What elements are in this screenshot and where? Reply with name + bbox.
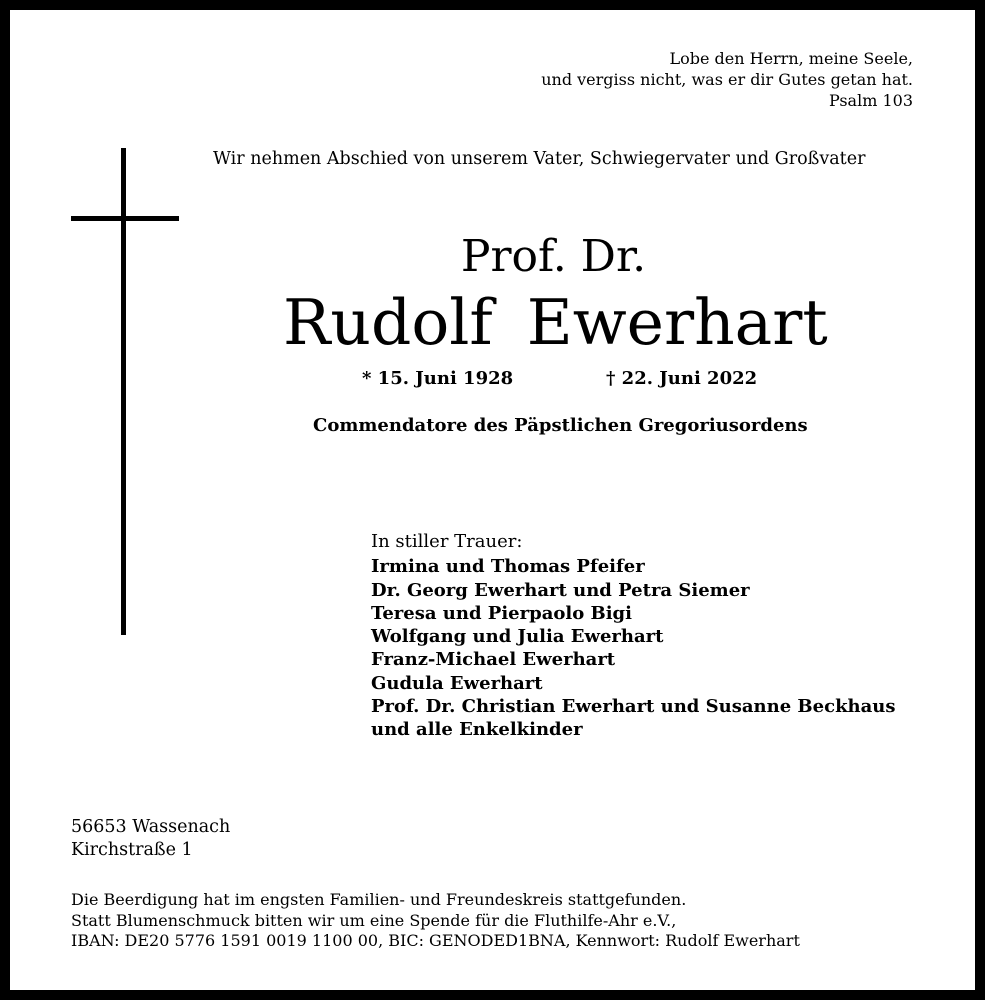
mourners-lead: In stiller Trauer: — [371, 531, 523, 552]
deceased-name: Rudolf Ewerhart — [283, 286, 828, 359]
donation-bank-details: IBAN: DE20 5776 1591 0019 1100 00, BIC: GENODED1BNA, Kennwort: Rudolf Ewerhart — [71, 931, 800, 950]
cross-horizontal-bar — [71, 216, 179, 221]
mourners-list — [371, 555, 896, 741]
mourners-block — [371, 530, 896, 742]
psalm-line-2: und vergiss nicht, was er dir Gutes getan hat. — [541, 70, 913, 89]
address-street: Kirchstraße 1 — [71, 840, 193, 860]
mourner-item: Gudula Ewerhart — [371, 672, 543, 694]
family-address — [71, 816, 230, 862]
psalm-quote — [541, 48, 913, 111]
mourner-item: Teresa und Pierpaolo Bigi — [371, 602, 632, 624]
cross-vertical-bar — [121, 148, 126, 635]
mourner-item: Irmina und Thomas Pfeifer — [371, 556, 645, 578]
funeral-note — [71, 890, 800, 952]
mourner-item: Dr. Georg Ewerhart und Petra Siemer — [371, 579, 750, 601]
deceased-title: Prof. Dr. — [460, 231, 647, 282]
mourner-item: Wolfgang und Julia Ewerhart — [371, 626, 664, 648]
mourner-item: Prof. Dr. Christian Ewerhart und Susanne Beckhaus — [371, 696, 896, 718]
funeral-note-line-2: Statt Blumenschmuck bitten wir um eine Spende für die Fluthilfe-Ahr e.V., — [71, 910, 677, 930]
mourner-item: Franz-Michael Ewerhart — [371, 649, 616, 671]
funeral-note-line-1: Die Beerdigung hat im engsten Familien- und Freundeskreis stattgefunden. — [71, 890, 687, 909]
psalm-line-1: Lobe den Herrn, meine Seele, — [669, 49, 913, 68]
birth-date: * 15. Juni 1928 — [362, 368, 514, 389]
death-date: † 22. Juni 2022 — [606, 368, 758, 389]
farewell-intro: Wir nehmen Abschied von unserem Vater, Schwiegervater und Großvater — [213, 149, 866, 169]
honor-title: Commendatore des Päpstlichen Gregoriusordens — [313, 415, 808, 436]
address-city: 56653 Wassenach — [71, 817, 231, 837]
mourner-item: und alle Enkelkinder — [371, 719, 583, 741]
psalm-reference: Psalm 103 — [829, 91, 913, 110]
